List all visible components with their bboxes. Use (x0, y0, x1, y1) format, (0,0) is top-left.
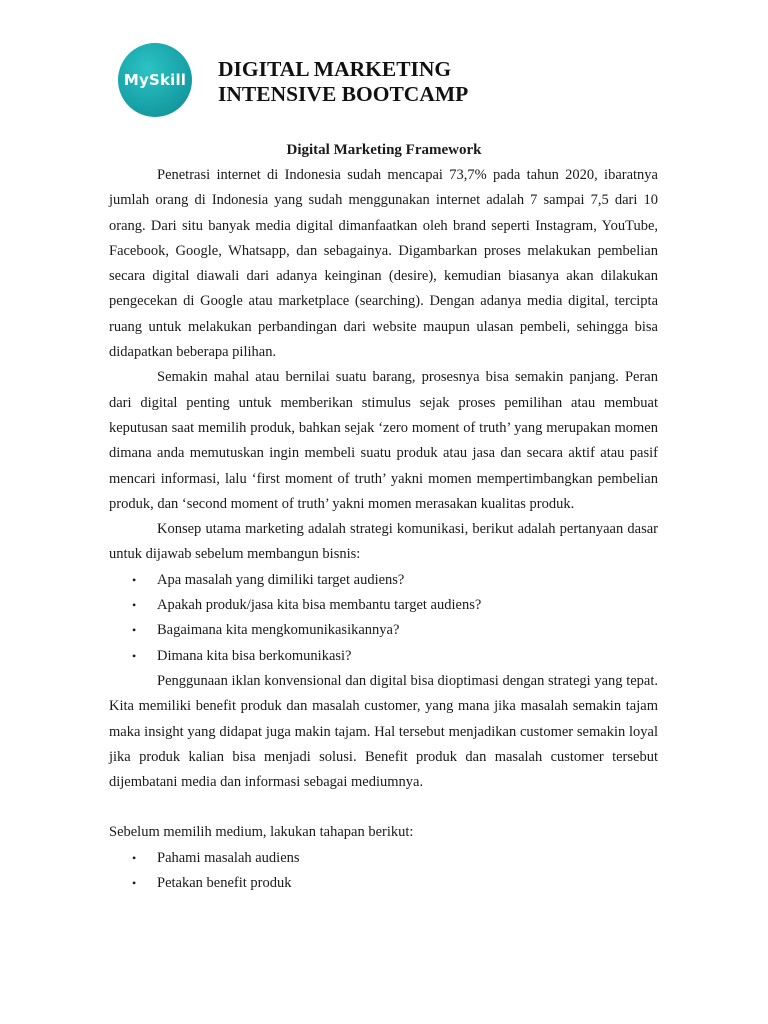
list-item: • Bagaimana kita mengkomunikasikannya? (109, 618, 658, 643)
paragraph-marketing-concept: Konsep utama marketing adalah strategi komunikasi, berikut adalah pertanyaan dasar untuk dijawab sebelum membangun bisnis: (109, 521, 658, 563)
list-item: • Dimana kita bisa berkomunikasi? (109, 644, 658, 669)
bootcamp-title (218, 57, 468, 107)
bootcamp-title-line-2: INTENSIVE BOOTCAMP (218, 82, 469, 106)
document-body (109, 163, 658, 896)
paragraph-moments-of-truth: Semakin mahal atau bernilai suatu barang, prosesnya bisa semakin panjang. Peran dari digital penting untuk memberikan stimulus sejak proses pemilihan atau membuat keputusan saat memilih produk, bahkan sejak ‘zero moment of truth’ yang merupakan momen dimana anda memutuskan ingin membeli suatu produk atau jasa dan secara aktif atau pasif mencari informasi, lalu ‘first moment of truth’ yakni momen mempertimbangkan pembelian produk, dan ‘second moment of truth’ yakni momen merasakan kualitas produk. (109, 369, 658, 512)
list-item: • Pahami masalah audiens (109, 846, 658, 871)
bullet-icon: • (132, 850, 137, 865)
paragraph-internet-penetration: Penetrasi internet di Indonesia sudah mencapai 73,7% pada tahun 2020, ibaratnya jumlah orang di Indonesia yang sudah menggunakan internet adalah 7 sampai 7,5 dari 10 orang. Dari situ banyak media digital dimanfaatkan oleh brand seperti Instagram, YouTube, Facebook, Google, Whatsapp, dan sebagainya. Digambarkan proses melakukan pembelian secara digital diawali dari adanya keinginan (desire), kemudian biasanya akan dilakukan pengecekan di Google atau marketplace (searching). Dengan adanya media digital, tercipta ruang untuk melakukan perbandingan dari website maupun ulasan pembeli, sehingga bisa didapatkan beberapa pilihan. (109, 167, 658, 361)
bullet-icon: • (132, 572, 137, 587)
bootcamp-title-line-1: DIGITAL MARKETING (218, 57, 452, 81)
bullet-icon: • (132, 623, 137, 638)
paragraph-advertising: Penggunaan iklan konvensional dan digital bisa dioptimasi dengan strategi yang tepat. Kita memiliki benefit produk dan masalah customer, yang mana jika masalah semakin tajam maka insight yang didapat juga makin tajam. Hal tersebut menjadikan customer semakin loyal jika produk kalian bisa menjadi solusi. Benefit produk dan masalah customer tersebut dijembatani media dan informasi sebagai mediumnya. (109, 672, 658, 791)
list-item: • Apakah produk/jasa kita bisa membantu target audiens? (109, 593, 658, 618)
steps-list (109, 846, 658, 897)
document-title: Digital Marketing Framework (286, 142, 482, 158)
paragraph-spacer (109, 795, 658, 820)
bullet-icon: • (132, 876, 137, 891)
myskill-logo (118, 43, 192, 117)
bullet-icon: • (132, 598, 137, 613)
logo-text: MySkill (123, 71, 187, 89)
list-item: • Apa masalah yang dimiliki target audiens? (109, 568, 658, 593)
question-list (109, 568, 658, 669)
steps-intro: Sebelum memilih medium, lakukan tahapan berikut: (109, 824, 414, 841)
list-item: • Petakan benefit produk (109, 871, 658, 896)
bullet-icon: • (132, 648, 137, 663)
